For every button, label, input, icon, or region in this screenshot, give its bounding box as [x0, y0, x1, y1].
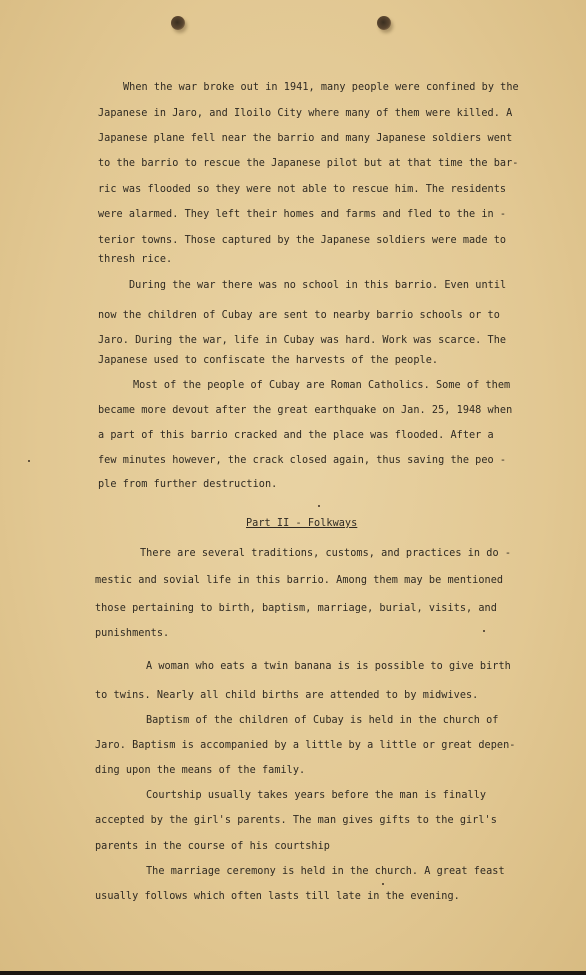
ink-speck: [382, 883, 384, 885]
ink-speck: [483, 630, 485, 632]
text-line: During the war there was no school in this barrio. Even until: [129, 280, 507, 291]
text-line: thresh rice.: [98, 254, 173, 265]
text-line: parents in the course of his courtship: [95, 841, 330, 852]
text-line: Most of the people of Cubay are Roman Catholics. Some of them: [133, 380, 511, 391]
text-line: There are several traditions, customs, and practices in do -: [140, 548, 512, 559]
section-heading: Part II - Folkways: [246, 518, 358, 529]
text-line: ding upon the means of the family.: [95, 765, 306, 776]
text-line: were alarmed. They left their homes and farms and fled to the in -: [98, 209, 507, 220]
text-line: Japanese used to confiscate the harvests of the people.: [98, 355, 439, 366]
text-line: ric was flooded so they were not able to rescue him. The residents: [98, 184, 507, 195]
text-line: Jaro. During the war, life in Cubay was hard. Work was scarce. The: [98, 335, 507, 346]
ink-speck: [28, 460, 30, 462]
page-bottom-edge: [0, 971, 586, 975]
text-line: a part of this barrio cracked and the place was flooded. After a: [98, 430, 494, 441]
text-line: mestic and sovial life in this barrio. Among them may be mentioned: [95, 575, 504, 586]
text-line: ple from further destruction.: [98, 479, 278, 490]
text-line: The marriage ceremony is held in the church. A great feast: [146, 866, 505, 877]
text-line: to the barrio to rescue the Japanese pilot but at that time the bar-: [98, 158, 519, 169]
punch-hole-left: [171, 16, 185, 30]
text-line: When the war broke out in 1941, many people were confined by the: [123, 82, 519, 93]
text-line: usually follows which often lasts till late in the evening.: [95, 891, 460, 902]
text-line: accepted by the girl's parents. The man gives gifts to the girl's: [95, 815, 497, 826]
text-line: A woman who eats a twin banana is is possible to give birth: [146, 661, 511, 672]
ink-speck: [318, 505, 320, 507]
text-line: Japanese in Jaro, and Iloilo City where many of them were killed. A: [98, 108, 513, 119]
text-line: Courtship usually takes years before the man is finally: [146, 790, 487, 801]
text-line: punishments.: [95, 628, 170, 639]
text-line: became more devout after the great earthquake on Jan. 25, 1948 when: [98, 405, 513, 416]
punch-hole-right: [377, 16, 391, 30]
text-line: Japanese plane fell near the barrio and many Japanese soldiers went: [98, 133, 513, 144]
text-line: now the children of Cubay are sent to nearby barrio schools or to: [98, 310, 500, 321]
text-line: few minutes however, the crack closed again, thus saving the peo -: [98, 455, 507, 466]
text-line: those pertaining to birth, baptism, marriage, burial, visits, and: [95, 603, 497, 614]
text-line: Baptism of the children of Cubay is held in the church of: [146, 715, 499, 726]
text-line: to twins. Nearly all child births are attended to by midwives.: [95, 690, 479, 701]
text-line: Jaro. Baptism is accompanied by a little by a little or great depen-: [95, 740, 516, 751]
text-line: terior towns. Those captured by the Japanese soldiers were made to: [98, 235, 507, 246]
